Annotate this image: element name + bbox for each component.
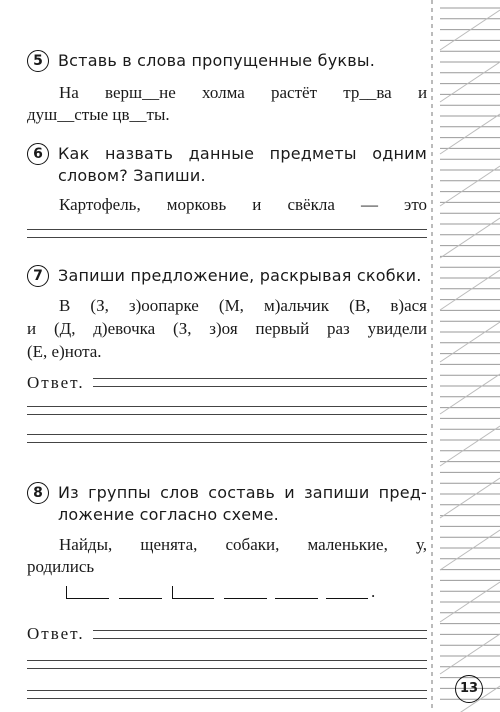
task-6-prompt-line2: словом? Запиши. xyxy=(58,166,206,185)
margin-slant-line xyxy=(440,62,500,102)
task-6-answer-line[interactable] xyxy=(27,237,427,238)
task-8-answer-line[interactable] xyxy=(93,630,427,631)
task-7-answer-line[interactable] xyxy=(27,414,427,415)
task-5-text-line2: душ__стые цв__ты. xyxy=(27,105,170,124)
page-number: 13 xyxy=(455,675,483,703)
scheme-capital-mark xyxy=(172,586,173,598)
task-6-answer-line[interactable] xyxy=(27,229,427,230)
task-number-6: 6 xyxy=(27,143,49,165)
task-5-text-line1: На верш__не холма растёт тр__ва и xyxy=(59,83,428,102)
scheme-word-slot xyxy=(326,598,368,599)
task-number-7: 7 xyxy=(27,265,49,287)
task-8-text-line2: родились xyxy=(27,557,95,576)
task-8-answer-label: Ответ. xyxy=(27,624,85,643)
task-6-text-line1: Картофель, морковь и свёкла — это xyxy=(59,195,428,214)
task-8-answer-line[interactable] xyxy=(27,668,427,669)
task-7-answer-line[interactable] xyxy=(27,434,427,435)
task-number-8: 8 xyxy=(27,482,49,504)
task-8-answer-line[interactable] xyxy=(27,698,427,699)
task-7-answer-line[interactable] xyxy=(93,378,427,379)
task-8-answer-line[interactable] xyxy=(93,638,427,639)
task-8-text-line1: Найды, щенята, собаки, маленькие, у, xyxy=(59,535,428,554)
task-7-answer-line[interactable] xyxy=(27,406,427,407)
task-6-prompt-line1: Как назвать данные предметы одним xyxy=(58,144,427,163)
task-8-answer-line[interactable] xyxy=(27,690,427,691)
margin-slant-line xyxy=(440,530,500,570)
task-5-prompt: Вставь в слова пропущенные буквы. xyxy=(58,51,375,70)
margin-slant-line xyxy=(440,426,500,466)
task-7-answer-line[interactable] xyxy=(93,386,427,387)
scheme-capital-mark xyxy=(66,586,67,598)
scheme-word-slot xyxy=(275,598,318,599)
margin-slant-line xyxy=(440,166,500,206)
task-7-text-line1: В (З, з)оопарке (М, м)альчик (В, в)ася xyxy=(59,296,427,315)
scheme-word-slot xyxy=(172,598,214,599)
task-7-text-line3: (Е, е)нота. xyxy=(27,342,102,361)
margin-slant-line xyxy=(440,478,500,518)
task-8-prompt-line1: Из группы слов составь и запиши пред- xyxy=(58,483,427,502)
margin-slant-line xyxy=(440,634,500,674)
margin-slant-line xyxy=(440,270,500,310)
scheme-word-slot xyxy=(119,598,162,599)
scheme-word-slot xyxy=(224,598,267,599)
margin-slant-line xyxy=(440,322,500,362)
task-8-prompt-line2: ложение согласно схеме. xyxy=(58,505,279,524)
task-number-5: 5 xyxy=(27,50,49,72)
task-7-prompt: Запиши предложение, раскрывая скобки. xyxy=(58,266,422,285)
task-7-text-line2: и (Д, д)евочка (З, з)оя первый раз увидели xyxy=(27,319,428,338)
task-7-answer-label: Ответ. xyxy=(27,373,85,392)
scheme-word-slot xyxy=(66,598,109,599)
task-7-answer-line[interactable] xyxy=(27,442,427,443)
task-8-answer-line[interactable] xyxy=(27,660,427,661)
scheme-period: . xyxy=(371,582,376,601)
